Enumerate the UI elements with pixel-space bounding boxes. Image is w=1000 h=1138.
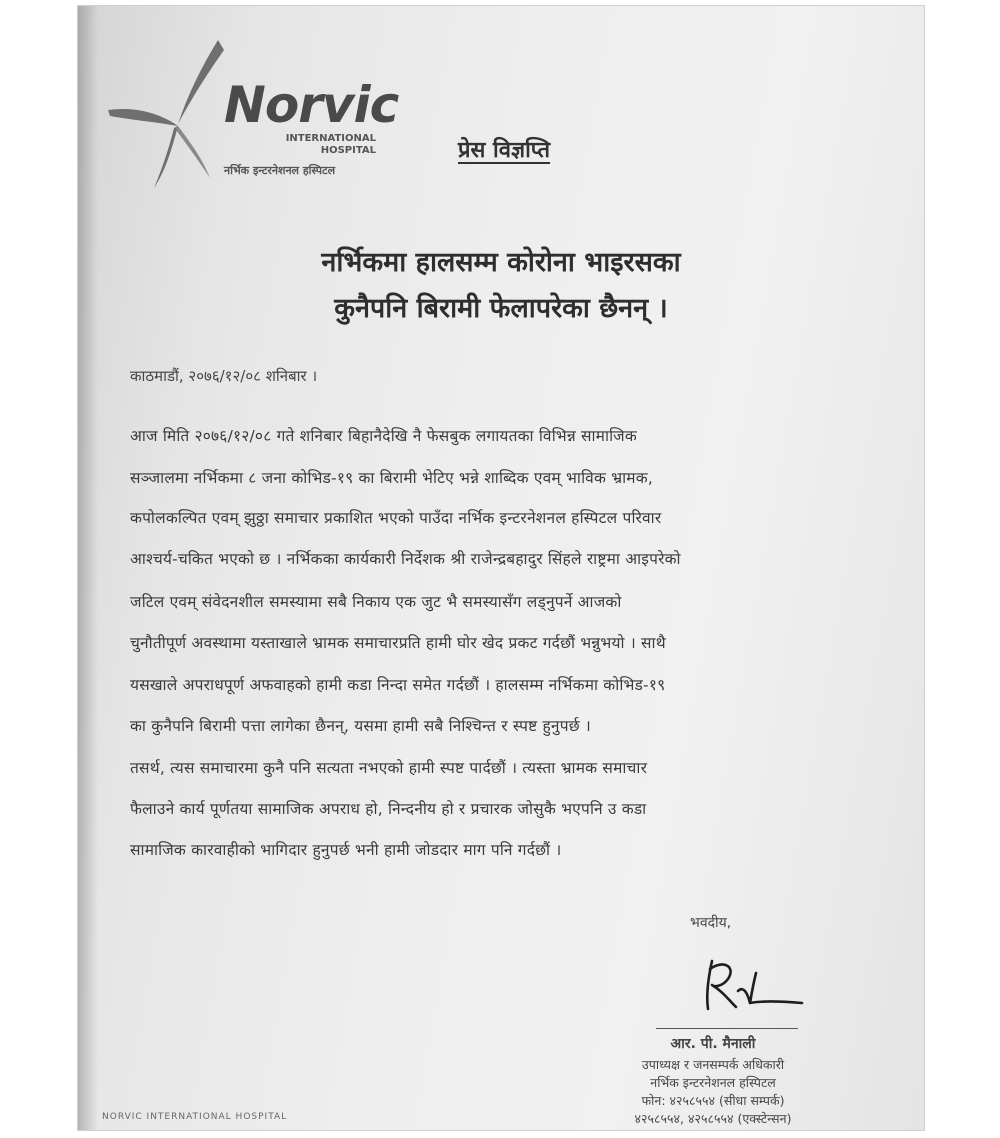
logo-nepali-name: नर्भिक इन्टरनेशनल हस्पिटल — [224, 164, 336, 177]
body-line: आज मिति २०७६/१२/०८ गते शनिबार बिहानैदेखि नै फेसबुक लगायतका विभिन्न सामाजिक — [130, 427, 637, 445]
signer-phone-2: ४२५८५५४, ४२५८५५४ (एक्स्टेन्सन) — [634, 1111, 792, 1126]
headline-line-2: कुनैपनि बिरामी फेलापरेका छैनन् । — [334, 293, 668, 324]
press-release-document — [78, 6, 924, 1130]
signer-phone-1: फोन: ४२५८५५४ (सीधा सम्पर्क) — [641, 1093, 785, 1108]
body-line: जटिल एवम् संवेदनशील समस्यामा सबै निकाय एक जुट भै समस्यासँग लड्नुपर्ने आजको — [130, 593, 622, 611]
dateline: काठमाडौं, २०७६/१२/०८ शनिबार । — [130, 367, 318, 385]
document-title: प्रेस विज्ञप्ति — [458, 138, 551, 163]
page-shadow — [78, 6, 98, 1130]
body-line: यसखाले अपराधपूर्ण अफवाहको हामी कडा निन्दा समेत गर्दछौं । हालसम्म नर्भिकमा कोभिड-१९ — [130, 676, 666, 694]
logo-sub-line1: INTERNATIONAL — [285, 133, 376, 144]
body-line: सञ्जालमा नर्भिकमा ८ जना कोभिड-१९ का बिरामी भेटिए भन्ने शाब्दिक एवम् भाविक भ्रामक, — [130, 469, 654, 487]
closing-salutation: भवदीय, — [690, 915, 732, 931]
logo-wordmark: Norvic — [224, 76, 399, 134]
signature-mark — [698, 951, 808, 1021]
page-footer: NORVIC INTERNATIONAL HOSPITAL — [102, 1112, 288, 1122]
hospital-logo — [106, 36, 399, 196]
body-line: सामाजिक कारवाहीको भागिदार हुनुपर्छ भनी हामी जोडदार माग पनि गर्दछौं । — [130, 841, 562, 859]
propeller-logo-icon — [106, 36, 236, 196]
signer-name: आर. पी. मैनाली — [670, 1036, 756, 1052]
signer-organization: नर्भिक इन्टरनेशनल हस्पिटल — [650, 1075, 776, 1090]
body-line: कपोलकल्पित एवम् झुठ्ठा समाचार प्रकाशित भएको पाउँदा नर्भिक इन्टरनेशनल हस्पिटल परिवार — [130, 509, 662, 527]
body-line: का कुनैपनि बिरामी पत्ता लागेका छैनन्, यसमा हामी सबै निश्चिन्त र स्पष्ट हुनुपर्छ । — [130, 717, 591, 735]
headline-line-1: नर्भिकमा हालसम्म कोरोना भाइरसका — [321, 247, 681, 278]
logo-subtitle — [256, 133, 376, 157]
body-line: चुनौतीपूर्ण अवस्थामा यस्ताखाले भ्रामक समाचारप्रति हामी घोर खेद प्रकट गर्दछौं भन्नुभयो । साथै — [130, 634, 666, 652]
logo-sub-line2: HOSPITAL — [320, 145, 376, 156]
signer-title: उपाध्यक्ष र जनसम्पर्क अधिकारी — [641, 1057, 785, 1072]
body-line: फैलाउने कार्य पूर्णतया सामाजिक अपराध हो, निन्दनीय हो र प्रचारक जोसुकै भएपनि उ कडा — [130, 800, 647, 818]
body-line: आश्चर्य-चकित भएको छ । नर्भिकका कार्यकारी निर्देशक श्री राजेन्द्रबहादुर सिंहले राष्ट्रमा आइपरेको — [130, 550, 681, 568]
signature-line — [656, 1028, 798, 1029]
body-line: तसर्थ, त्यस समाचारमा कुनै पनि सत्यता नभएको हामी स्पष्ट पार्दछौं । त्यस्ता भ्रामक समाचार — [130, 759, 648, 777]
